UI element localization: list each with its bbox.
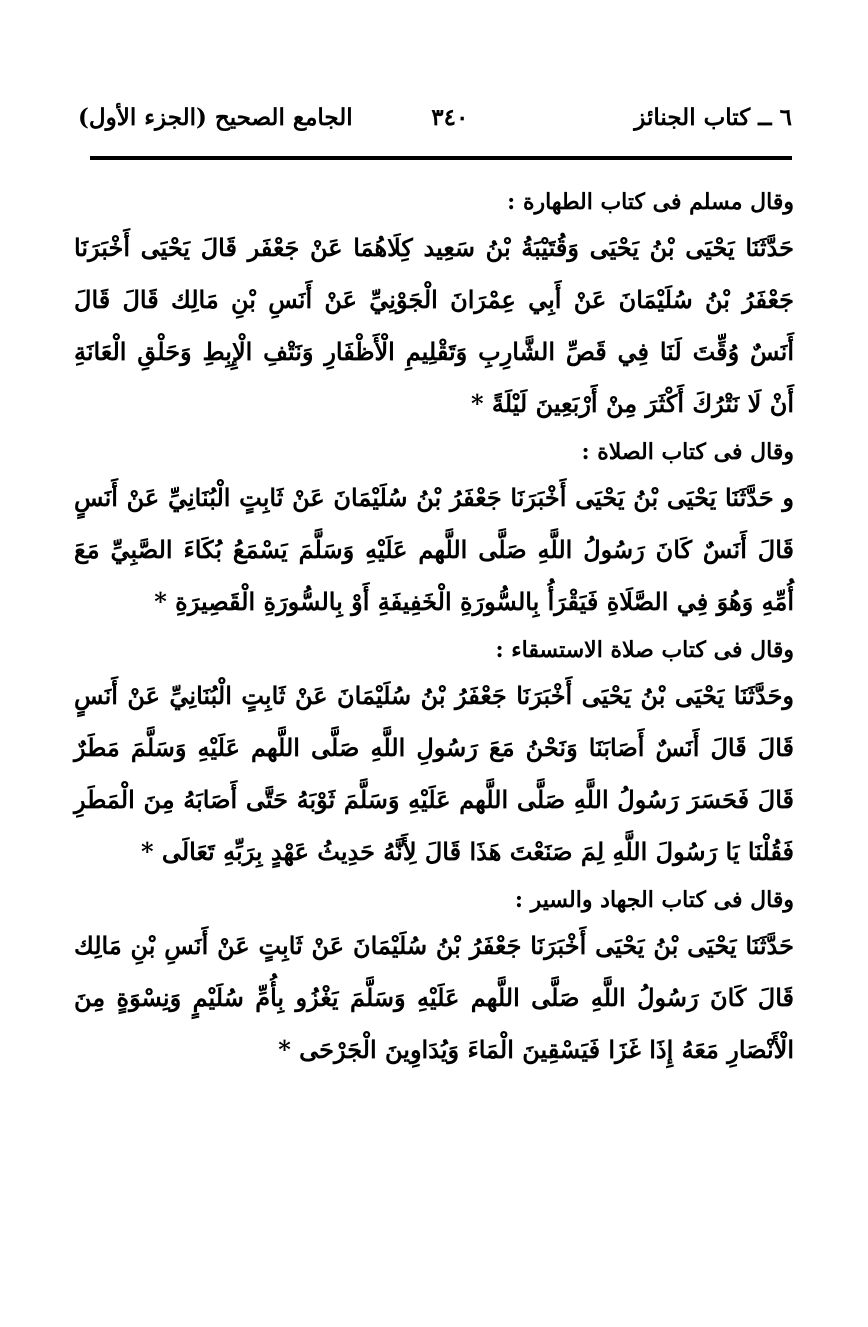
section-heading: وقال فى كتاب الجهاد والسير :: [514, 887, 794, 913]
running-chapter-title: ٦ ــ كتاب الجنائز: [634, 104, 792, 131]
section-heading: وقال فى كتاب الصلاة :: [581, 439, 794, 465]
main-text: [74, 182, 794, 1078]
page-header: [78, 104, 792, 148]
section-purification: [74, 182, 794, 430]
section-prayer: [74, 432, 794, 628]
section-heading: وقال فى كتاب صلاة الاستسقاء :: [495, 637, 794, 663]
section-jihad: [74, 880, 794, 1076]
hadith-text: حَدَّثَنَا يَحْيَى بْنُ يَحْيَى أَخْبَرَنَا جَعْفَرُ بْنُ سُلَيْمَانَ عَنْ ثَابِتٍ عَنْ أَنَسِ بْنِ مَالِك قَالَ كَانَ رَسُولُ اللَّهِ صَلَّى اللَّهم عَلَيْهِ وَسَلَّمَ يَغْزُو بِأُمِّ سُلَيْمٍ وَنِسْوَةٍ مِنَ الْأَنْصَارِ مَعَهُ إِذَا غَزَا فَيَسْقِينَ الْمَاءَ وَيُدَاوِينَ الْجَرْحَى *: [74, 931, 794, 1064]
hadith-text: و حَدَّثَنَا يَحْيَى بْنُ يَحْيَى أَخْبَرَنَا جَعْفَرُ بْنُ سُلَيْمَانَ عَنْ ثَابِتٍ الْبُنَانِيِّ عَنْ أَنَسٍ قَالَ أَنَسٌ كَانَ رَسُولُ اللَّهِ صَلَّى اللَّهم عَلَيْهِ وَسَلَّمَ يَسْمَعُ بُكَاءَ الصَّبِيِّ مَعَ أُمِّهِ وَهُوَ فِي الصَّلَاةِ فَيَقْرَأُ بِالسُّورَةِ الْخَفِيفَةِ أَوْ بِالسُّورَةِ الْقَصِيرَةِ *: [74, 483, 794, 616]
page-number: ٣٤٠: [431, 104, 469, 131]
hadith-text: وحَدَّثَنَا يَحْيَى بْنُ يَحْيَى أَخْبَرَنَا جَعْفَرُ بْنُ سُلَيْمَانَ عَنْ ثَابِتٍ الْبُنَانِيِّ عَنْ أَنَسٍ قَالَ قَالَ أَنَسٌ أَصَابَنَا وَنَحْنُ مَعَ رَسُولِ اللَّهِ صَلَّى اللَّهم عَلَيْهِ وَسَلَّمَ مَطَرٌ قَالَ فَحَسَرَ رَسُولُ اللَّهِ صَلَّى اللَّهم عَلَيْهِ وَسَلَّمَ ثَوْبَهُ حَتَّى أَصَابَهُ مِنَ الْمَطَرِ فَقُلْنَا يَا رَسُولَ اللَّهِ لِمَ صَنَعْتَ هَذَا قَالَ لِأَنَّهُ حَدِيثُ عَهْدٍ بِرَبِّهِ تَعَالَى *: [74, 681, 794, 866]
hadith-text: حَدَّثَنَا يَحْيَى بْنُ يَحْيَى وَقُتَيْبَةُ بْنُ سَعِيد كِلَاهُمَا عَنْ جَعْفَر قَالَ يَحْيَى أَخْبَرَنَا جَعْفَرُ بْنُ سُلَيْمَانَ عَنْ أَبِي عِمْرَانَ الْجَوْنِيِّ عَنْ أَنَسِ بْنِ مَالِك قَالَ قَالَ أَنَسٌ وُقِّتَ لَنَا فِي قَصِّ الشَّارِبِ وَتَقْلِيمِ الْأَظْفَارِ وَنَتْفِ الْإِبِطِ وَحَلْقِ الْعَانَةِ أَنْ لَا نَتْرُكَ أَكْثَرَ مِنْ أَرْبَعِينَ لَيْلَةً *: [74, 233, 794, 418]
section-rain-prayer: [74, 630, 794, 878]
header-rule: [90, 156, 792, 160]
running-book-title: الجامع الصحيح (الجزء الأول): [78, 104, 353, 131]
section-heading: وقال مسلم فى كتاب الطهارة :: [507, 189, 794, 215]
